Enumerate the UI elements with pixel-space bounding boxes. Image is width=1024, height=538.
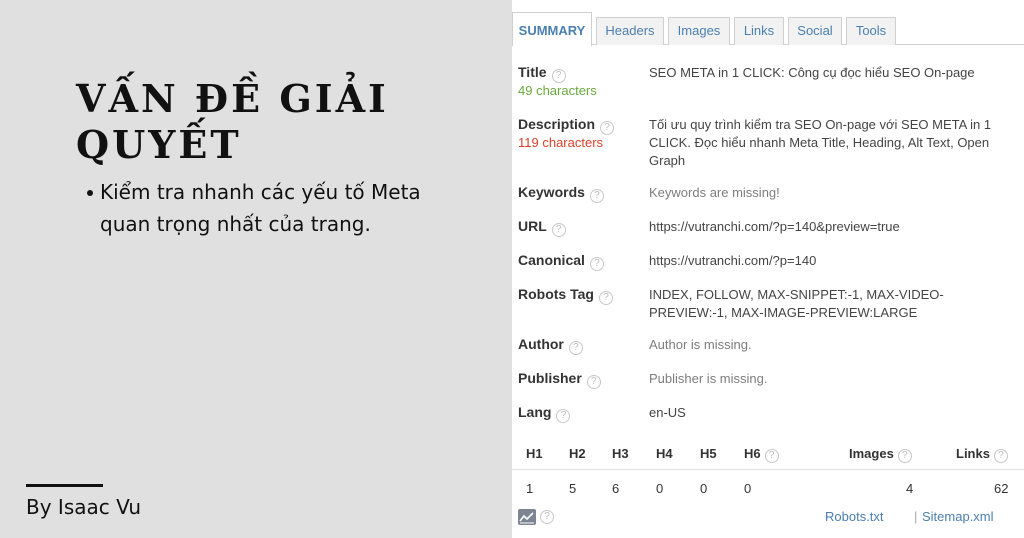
col-h4: H4 (656, 446, 673, 461)
h6-count: 0 (744, 481, 752, 496)
col-h5: H5 (700, 446, 717, 461)
tab-social[interactable]: Social (788, 17, 842, 45)
author-value: Author is missing. (649, 337, 752, 352)
keywords-label: Keywords ? (518, 184, 604, 203)
page-heading: VẤN ĐỀ GIẢI QUYẾT (76, 76, 389, 167)
help-icon[interactable]: ? (590, 257, 604, 271)
bullet-item: Kiểm tra nhanh các yếu tố Meta quan trọng nhất của trang. (100, 176, 470, 240)
help-icon[interactable]: ? (898, 449, 912, 463)
canonical-value: https://vutranchi.com/?p=140 (649, 253, 817, 268)
description-label: Description ? (518, 116, 614, 135)
help-icon[interactable]: ? (599, 291, 613, 305)
lang-label: Lang ? (518, 404, 570, 423)
seo-meta-panel (512, 0, 1024, 538)
help-icon[interactable]: ? (556, 409, 570, 423)
robots-value: INDEX, FOLLOW, MAX-SNIPPET:-1, MAX-VIDEO-PREVIEW:-1, MAX-IMAGE-PREVIEW:LARGE (649, 287, 944, 320)
tab-headers[interactable]: Headers (596, 17, 664, 45)
tab-links[interactable]: Links (734, 17, 784, 45)
h2-count: 5 (569, 481, 577, 496)
images-count: 4 (906, 481, 914, 496)
h4-count: 0 (656, 481, 664, 496)
col-h2: H2 (569, 446, 586, 461)
tab-bar (512, 12, 1024, 45)
byline-divider (26, 484, 103, 487)
canonical-label: Canonical ? (518, 252, 604, 271)
url-value: https://vutranchi.com/?p=140&preview=true (649, 219, 900, 234)
description-char-count: 119 characters (518, 135, 604, 150)
keywords-value: Keywords are missing! (649, 185, 780, 200)
description-value: Tối ưu quy trình kiểm tra SEO On-page với SEO META in 1 CLICK. Đọc hiểu nhanh Meta Title, Heading, Alt Text, Open Graph (649, 117, 992, 168)
title-value: SEO META in 1 CLICK: Công cụ đọc hiểu SEO On-page (649, 65, 975, 80)
publisher-label: Publisher ? (518, 370, 601, 389)
robots-label: Robots Tag ? (518, 286, 613, 305)
h5-count: 0 (700, 481, 708, 496)
help-icon[interactable]: ? (552, 69, 566, 83)
title-char-count: 49 characters (518, 83, 597, 98)
col-h1: H1 (526, 446, 543, 461)
help-icon[interactable]: ? (994, 449, 1008, 463)
author-label: Author ? (518, 336, 583, 355)
h3-count: 6 (612, 481, 620, 496)
col-h6: H6 ? (744, 446, 779, 463)
robots-txt-link[interactable]: Robots.txt (825, 509, 884, 524)
url-label: URL ? (518, 218, 566, 237)
panel-footer (512, 507, 1024, 531)
col-links: Links ? (956, 446, 1008, 463)
publisher-value: Publisher is missing. (649, 371, 768, 386)
col-h3: H3 (612, 446, 629, 461)
chart-icon[interactable] (518, 509, 536, 525)
bullet-list (100, 176, 470, 240)
h1-count: 1 (526, 481, 534, 496)
footer-separator: | (914, 509, 918, 524)
help-icon[interactable]: ? (600, 121, 614, 135)
tab-tools[interactable]: Tools (846, 17, 896, 45)
byline: By Isaac Vu (26, 495, 142, 519)
tab-summary[interactable]: SUMMARY (512, 12, 592, 46)
tab-images[interactable]: Images (668, 17, 730, 45)
title-label: Title ? (518, 64, 566, 83)
sitemap-link[interactable]: Sitemap.xml (922, 509, 994, 524)
help-icon[interactable]: ? (540, 510, 554, 524)
help-icon[interactable]: ? (552, 223, 566, 237)
headings-table-header (512, 436, 1024, 470)
col-images: Images ? (849, 446, 912, 463)
help-icon[interactable]: ? (590, 189, 604, 203)
help-icon[interactable]: ? (765, 449, 779, 463)
links-count: 62 (994, 481, 1009, 496)
lang-value: en-US (649, 405, 686, 420)
help-icon[interactable]: ? (569, 341, 583, 355)
help-icon[interactable]: ? (587, 375, 601, 389)
